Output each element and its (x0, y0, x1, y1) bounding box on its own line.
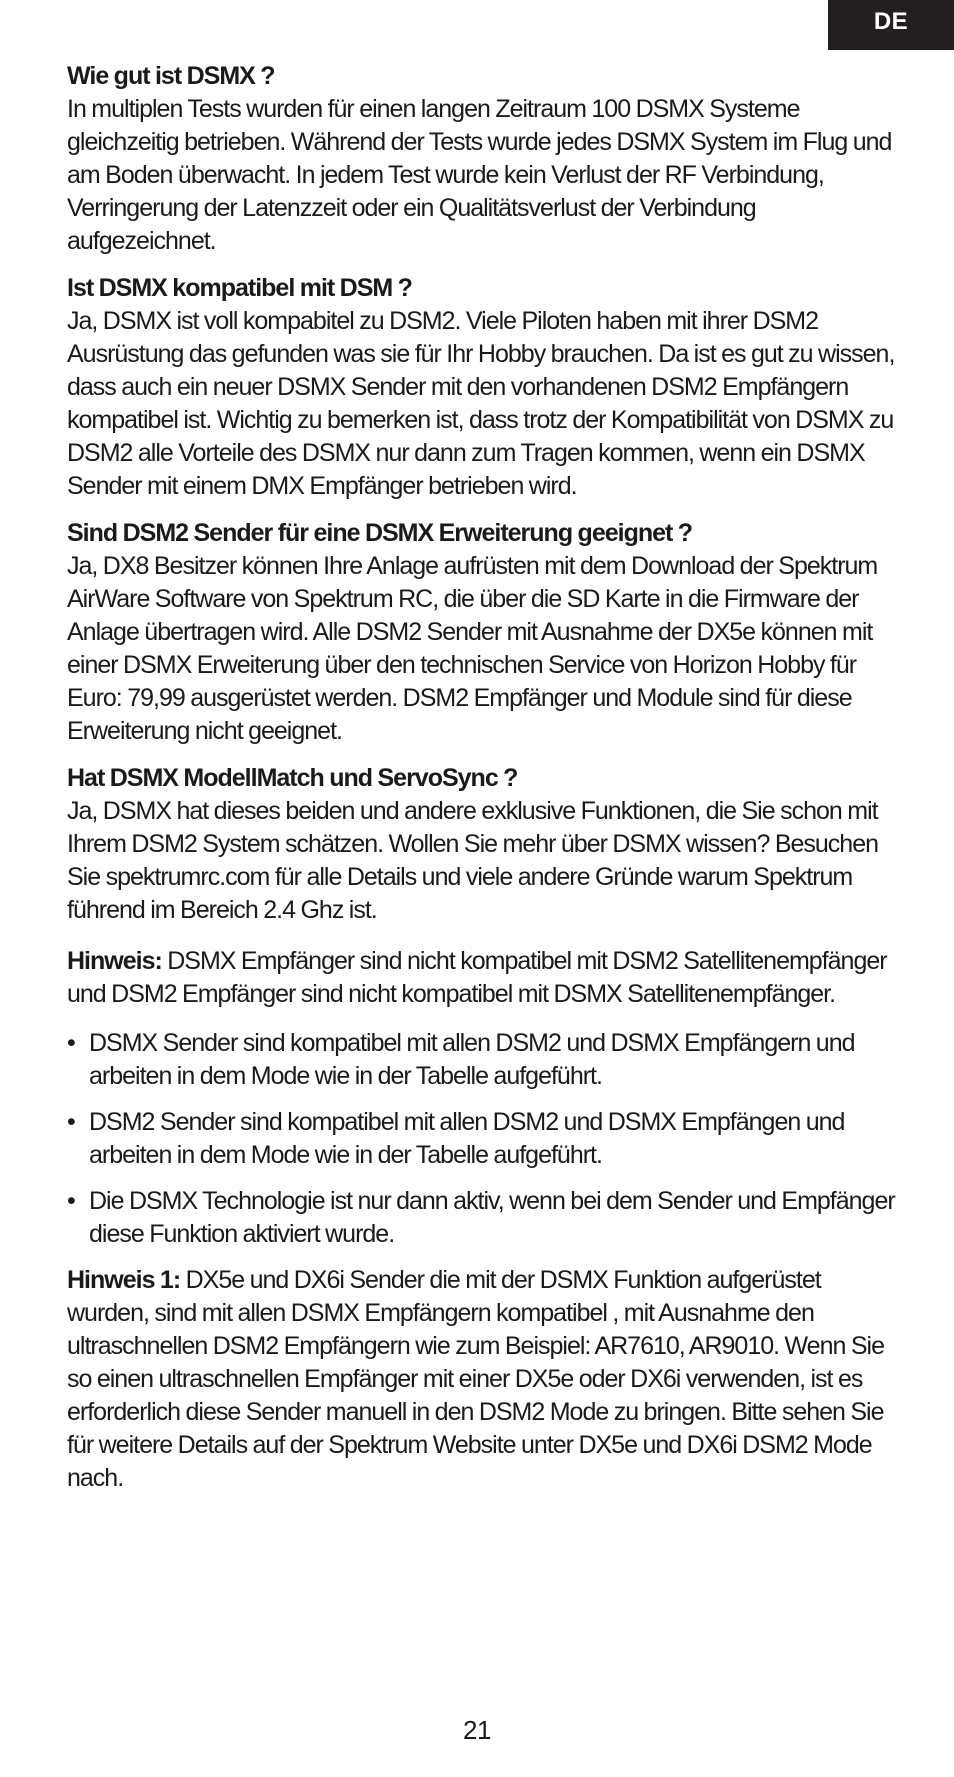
section-dsmx-compatibility (67, 272, 897, 503)
section-heading: Hat DSMX ModellMatch und ServoSync ? (67, 764, 518, 792)
section-body: Ja, DX8 Besitzer können Ihre Anlage aufrüsten mit dem Download der Spektrum AirWare Software von Spektrum RC, die über die SD Karte in die Firmware der Anlage übertragen wird. Alle DSM2 Sender mit Ausnahme der DX5e können mit einer DSMX Erweiterung über den technischen Service von Horizon Hobby für Euro: 79,99 ausgerüstet werden. DSM2 Empfänger und Module sind für diese Erweiterung nicht geeignet. (67, 552, 878, 745)
section-heading: Ist DSMX kompatibel mit DSM ? (67, 274, 412, 302)
section-dsm2-upgrade (67, 517, 897, 748)
note1-label: Hinweis 1: (67, 1266, 181, 1294)
language-tab: DE (828, 0, 954, 50)
section-body: Ja, DSMX ist voll kompabitel zu DSM2. Viele Piloten haben mit ihrer DSM2 Ausrüstung das gefunden was sie für Ihr Hobby brauchen. Da ist es gut zu wissen, dass auch ein neuer DSMX Sender mit den vorhandenen DSM2 Empfängern kompatibel ist. Wichtig zu bemerken ist, dass trotz der Kompatibilität von DSMX zu DSM2 alle Vorteile des DSMX nur dann zum Tragen kommen, wenn ein DSMX Sender mit einem DMX Empfänger betrieben wird. (67, 307, 895, 500)
page-number: 21 (463, 1715, 491, 1745)
bullet-marker: • (67, 1108, 75, 1136)
section-dsmx-quality (67, 60, 897, 258)
note1-text: DX5e und DX6i Sender die mit der DSMX Funktion aufgerüstet wurden, sind mit allen DSMX Empfängern kompatibel , mit Ausnahme den ultraschnellen DSM2 Empfängern wie zum Beispiel: AR7610, AR9010. Wenn Sie so einen ultraschnellen Empfänger mit einer DX5e oder DX6i verwenden, ist es erforderlich diese Sender manuell in den DSM2 Mode zu bringen. Bitte sehen Sie für weitere Details auf der Spektrum Website unter DX5e und DX6i DSM2 Mode nach. (67, 1266, 884, 1492)
note-label: Hinweis: (67, 947, 162, 975)
bullet-marker: • (67, 1029, 75, 1057)
section-modelmatch-servosync (67, 762, 897, 927)
list-item (67, 1106, 897, 1172)
document-body (67, 60, 897, 1495)
note-text: DSMX Empfänger sind nicht kompatibel mit DSM2 Satellitenempfänger und DSM2 Empfänger sind nicht kompatibel mit DSMX Satellitenempfänger. (67, 947, 887, 1008)
list-item-text: DSM2 Sender sind kompatibel mit allen DSM2 und DSMX Empfängen und arbeiten in dem Mode wie in der Tabelle aufgeführt. (89, 1108, 845, 1169)
note1-paragraph (67, 1264, 897, 1495)
section-heading: Sind DSM2 Sender für eine DSMX Erweiterung geeignet ? (67, 519, 693, 547)
list-item (67, 1027, 897, 1093)
bullet-marker: • (67, 1187, 75, 1215)
note-paragraph (67, 945, 897, 1011)
section-heading: Wie gut ist DSMX ? (67, 62, 275, 90)
list-item-text: Die DSMX Technologie ist nur dann aktiv, wenn bei dem Sender und Empfänger diese Funktion aktiviert wurde. (89, 1187, 895, 1248)
section-body: Ja, DSMX hat dieses beiden und andere exklusive Funktionen, die Sie schon mit Ihrem DSM2 System schätzen. Wollen Sie mehr über DSMX wissen? Besuchen Sie spektrumrc.com für alle Details und viele andere Gründe warum Spektrum führend im Bereich 2.4 Ghz ist. (67, 797, 879, 924)
section-body: In multiplen Tests wurden für einen langen Zeitraum 100 DSMX Systeme gleichzeitig betrieben. Während der Tests wurde jedes DSMX System im Flug und am Boden überwacht. In jedem Test wurde kein Verlust der RF Verbindung, Verringerung der Latenzzeit oder ein Qualitätsverlust der Verbindung aufgezeichnet. (67, 95, 892, 255)
list-item (67, 1185, 897, 1251)
list-item-text: DSMX Sender sind kompatibel mit allen DSM2 und DSMX Empfängern und arbeiten in dem Mode wie in der Tabelle aufgeführt. (89, 1029, 855, 1090)
bullet-list (67, 1027, 897, 1251)
